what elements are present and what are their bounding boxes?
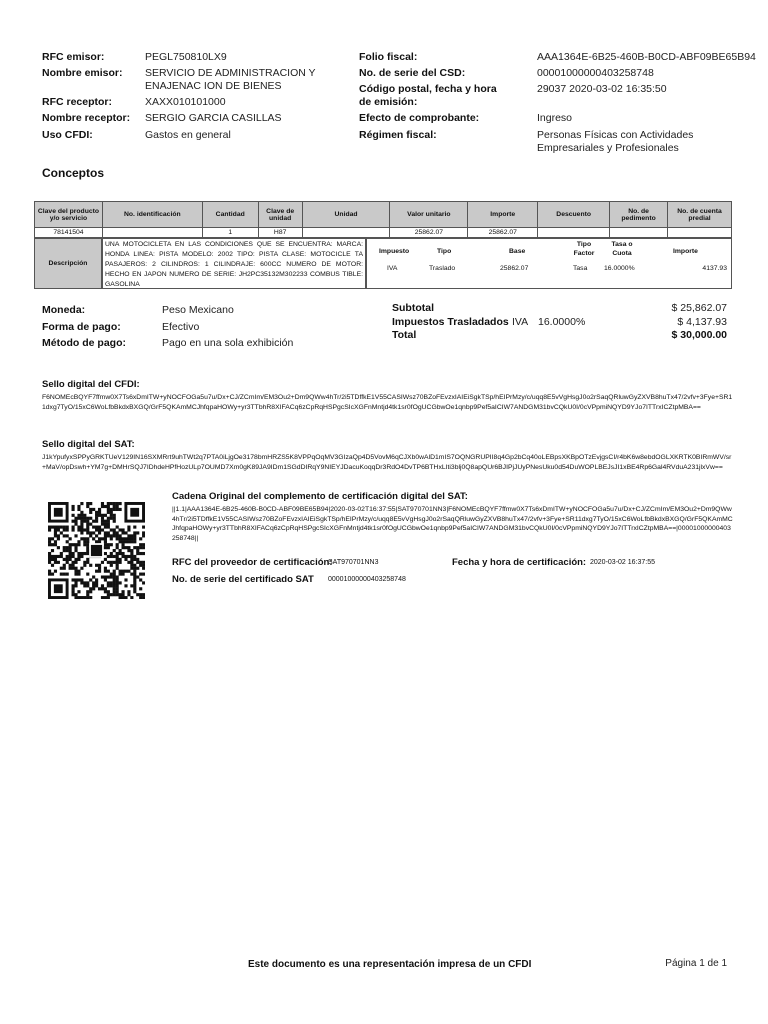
conceptos-title: Conceptos xyxy=(42,166,105,180)
regimen-label: Régimen fiscal: xyxy=(359,129,437,141)
sello-cfdi-value: F6NOMEcBQYF7ffmw0X7Ts6xDmITW+yNOCFOGa5u7u/Dx+CJ/ZCmIm/EM3Ou2+Dm9QWw4hTr/2i5TDffkE1V55CASIWsz70BZoFEvzxIAIEiSgkTSp/hEIPrMzy/c/uqq8E5vVgHsgJ0o2rSaqQRluwGyZXVB8huTx47/2vfv+3Fye+SR11dxg7TyO/15xC6WoLfbBkdxBXGQ/GrF5QKAmMCJhfqpaHOWy+yr3TTbhR8XIFACq6zCpRqHSPgcSIcXGFnMntjd4tk1sr0fOgUCGbwOe1qnbp9Pef5aICIW7ANDGM31bvCQkU0I/0cVPpmiNQYD9YJo7ITTrxICZtpMBA== xyxy=(42,394,733,411)
serie-sat-label: No. de serie del certificado SAT xyxy=(172,574,314,585)
moneda-label: Moneda: xyxy=(42,304,86,316)
header-descuento: Descuento xyxy=(538,202,610,228)
header-no-identificacion: No. identificación xyxy=(102,202,202,228)
cell-clave-unidad: H87 xyxy=(258,228,302,238)
total-label: Total xyxy=(392,329,417,341)
moneda-value: Peso Mexicano xyxy=(162,304,234,316)
cell-valor-unitario: 25862.07 xyxy=(390,228,468,238)
tax-box xyxy=(366,238,732,289)
cell-clave-producto: 78141504 xyxy=(35,228,103,238)
header-clave-unidad: Clave de unidad xyxy=(258,202,302,228)
tax-impuesto: IVA xyxy=(387,265,398,272)
qr-code xyxy=(48,502,145,599)
cell-unidad xyxy=(302,228,390,238)
impuestos-label: Impuestos Trasladados xyxy=(392,316,509,328)
cadena-label: Cadena Original del complemento de certificación digital del SAT: xyxy=(172,491,468,502)
cell-descuento xyxy=(538,228,610,238)
efecto-value: Ingreso xyxy=(537,112,573,124)
header-unidad: Unidad xyxy=(302,202,390,228)
serie-csd-value: 00001000000403258748 xyxy=(537,67,654,79)
nombre-receptor-label: Nombre receptor: xyxy=(42,112,131,124)
rfc-receptor-label: RFC receptor: xyxy=(42,96,113,108)
tax-tasa-cuota: 16.0000% xyxy=(604,265,635,272)
tax-importe: 4137.93 xyxy=(702,265,727,272)
tax-tipo-factor: Tasa xyxy=(573,265,588,272)
header-cantidad: Cantidad xyxy=(202,202,258,228)
tax-header-impuesto: Impuesto xyxy=(379,248,410,255)
subtotal-value: $ 25,862.07 xyxy=(671,302,727,314)
total-value: $ 30,000.00 xyxy=(671,329,727,341)
tax-header-importe: Importe xyxy=(673,248,698,255)
uso-cfdi-value: Gastos en general xyxy=(145,129,231,141)
cp-fecha-value: 29037 2020-03-02 16:35:50 xyxy=(537,83,667,95)
impuestos-tipo: IVA xyxy=(512,316,529,328)
rfc-emisor-label: RFC emisor: xyxy=(42,51,105,63)
sello-sat-label: Sello digital del SAT: xyxy=(42,439,135,450)
descripcion-text: UNA MOTOCICLETA EN LAS CONDICIONES QUE SE ENCUENTRA: MARCA: HONDA LINEA: PISTA MODELO: 2002 TIPO: PISTA CLASE: MOTOCICLE TA PASAJEROS: 2 CILINDROS: 1 CILINDRAJE: 600CC NUMERO DE MOTOR: HECHO EN JAPON NUMERO DE SERIE: JH2PC35132M302233 COMBUS TIBLE: GASOLINA xyxy=(102,238,366,289)
impuestos-tasa: 16.0000% xyxy=(538,316,586,328)
cell-no-pedimento xyxy=(610,228,668,238)
fecha-certificacion-value: 2020-03-02 16:37:55 xyxy=(590,559,655,566)
conceptos-table xyxy=(34,201,732,238)
nombre-emisor-label: Nombre emisor: xyxy=(42,67,123,79)
sello-cfdi-label: Sello digital del CFDI: xyxy=(42,379,140,390)
forma-pago-label: Forma de pago: xyxy=(42,321,121,333)
tax-tipo: Traslado xyxy=(429,265,456,272)
impuestos-value: $ 4,137.93 xyxy=(677,316,727,328)
rfc-proveedor-label: RFC del proveedor de certificación: xyxy=(172,557,333,568)
rfc-emisor-value: PEGL750810LX9 xyxy=(145,51,227,63)
uso-cfdi-label: Uso CFDI: xyxy=(42,129,93,141)
table-row xyxy=(35,228,732,238)
rfc-proveedor-value: SAT970701NN3 xyxy=(328,559,379,566)
cell-cantidad: 1 xyxy=(202,228,258,238)
descripcion-label: Descripción xyxy=(34,238,102,289)
footer-note: Este documento es una representación impresa de un CFDI xyxy=(248,959,532,970)
cadena-value: ||1.1|AAA1364E-6B25-460B-B0CD-ABF09BE65B94|2020-03-02T16:37:55|SAT970701NN3|F6NOMEcBQYF7ffmw0X7Ts6xDmITW+yNOCFOGa5u7u/Dx+CJ/ZCmIm/EM3Ou2+Dm9QWw4hTr/2i5TDffkE1V55CASIWsz70BZoFEvzxIAIEiSgkTSp/hEIPrMzy/c/uqq8E5vVgHsgJ0o2rSaqQRluwGyZXVB8huTx47/2vfv+3Fye+SR11dxg7TyO/15xC6WoLfbBkdxBXGQ/GrF5QKAmMCJhfqpaHOWy+yr3TTbhR8XIFACq6zCpRqHSPgcSIcXGFnMntjd4tk1sr0fOgUCGbwOe1qnbp9Pef5aICIW7ANDGM31bvCQkU0I/0cVPpmiNQYD9YJo7ITTrxICZtpMBA==|00001000000403258748|| xyxy=(172,506,733,542)
header-no-pedimento: No. de pedimento xyxy=(610,202,668,228)
header-valor-unitario: Valor unitario xyxy=(390,202,468,228)
rfc-receptor-value: XAXX010101000 xyxy=(145,96,226,108)
cp-fecha-label: Código postal, fecha y hora de emisión: xyxy=(359,83,497,108)
fecha-certificacion-label: Fecha y hora de certificación: xyxy=(452,557,587,568)
cell-importe: 25862.07 xyxy=(468,228,538,238)
tax-header-tasa-cuota: Tasa o Cuota xyxy=(611,241,633,257)
folio-fiscal-label: Folio fiscal: xyxy=(359,51,418,63)
forma-pago-value: Efectivo xyxy=(162,321,200,333)
regimen-value: Personas Físicas con Actividades Empresariales y Profesionales xyxy=(537,129,694,154)
cell-cuenta-predial xyxy=(668,228,732,238)
header-importe: Importe xyxy=(468,202,538,228)
serie-sat-value: 00001000000403258748 xyxy=(328,576,406,583)
tax-base: 25862.07 xyxy=(500,265,529,272)
tax-header-tipo: Tipo xyxy=(437,248,452,255)
folio-fiscal-value: AAA1364E-6B25-460B-B0CD-ABF09BE65B94 xyxy=(537,51,756,63)
metodo-pago-label: Método de pago: xyxy=(42,337,126,349)
serie-csd-label: No. de serie del CSD: xyxy=(359,67,466,79)
metodo-pago-value: Pago en una sola exhibición xyxy=(162,337,294,349)
page-number: Página 1 de 1 xyxy=(665,958,727,969)
subtotal-label: Subtotal xyxy=(392,302,434,314)
sello-sat-value: J1kYpufyxSPPyGRKTUeV129IN16SXMRrt9uhTWt2q7PTA0iLjgOe3178bmHRZS5K8VPPqOqMV3GIzaQp4D5VovM6qCJXb0wAlD1mIS7OQNGRUPII8q4Gp2bCq40oLEBpsXKBpOTzEvjgsCI/r4bK6w8ebdOGLXKRTK0BIRmWV/sr+MaV/opDswh+YM7g+DMHrSQJ7IDhdeHPfHozULp7OUMD7Xm0gK89JA9IDm1SGdDIRqY9NIEYJDacuKoqqDr3RdO4DvTP6BTHxLIti3blj0Q8apQUr6BJIPjJUyPNesUku0d54DuWOPLBEJsJI1xBE4Rp6Gal4RVduA231jlxVw== xyxy=(42,454,732,471)
efecto-label: Efecto de comprobante: xyxy=(359,112,480,124)
tax-header-tipo-factor: Tipo Factor xyxy=(573,241,595,257)
header-clave-producto: Clave del producto y/o servicio xyxy=(35,202,103,228)
nombre-emisor-value: SERVICIO DE ADMINISTRACION Y ENAJENAC ION DE BIENES xyxy=(145,67,316,92)
tax-header-base: Base xyxy=(509,248,526,255)
header-cuenta-predial: No. de cuenta predial xyxy=(668,202,732,228)
cell-no-identificacion xyxy=(102,228,202,238)
nombre-receptor-value: SERGIO GARCIA CASILLAS xyxy=(145,112,282,124)
